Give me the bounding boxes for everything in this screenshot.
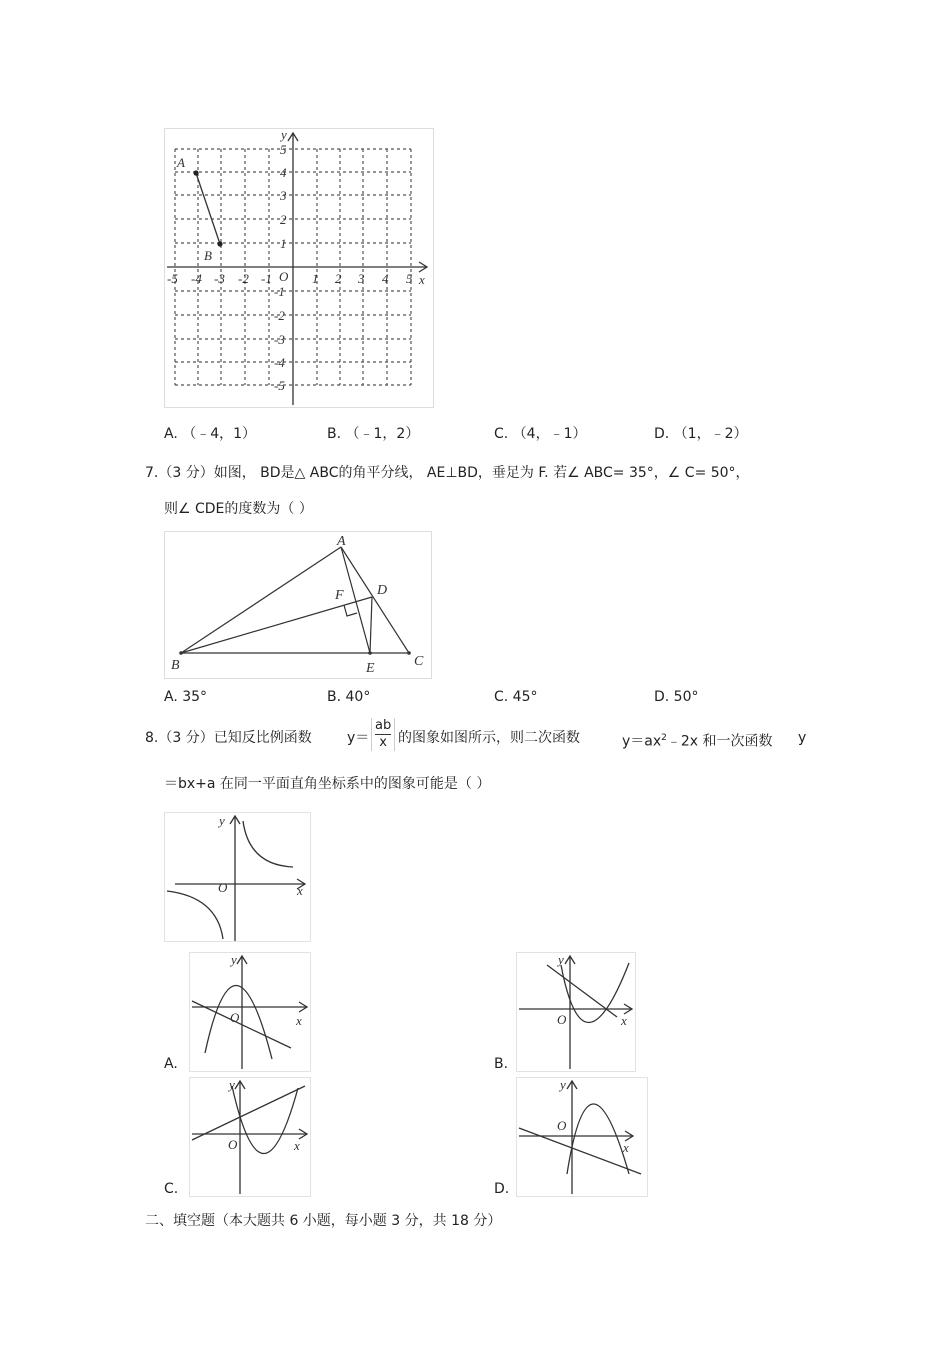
q6-origin-label: O bbox=[279, 269, 289, 284]
q8-option-a-svg bbox=[190, 953, 310, 1071]
q7-stem-line2: 则∠ CDE的度数为（ ） bbox=[164, 501, 313, 517]
q8-option-b-svg bbox=[517, 953, 635, 1071]
q8-stem-y: y bbox=[798, 730, 807, 746]
q6-point-b-label: B bbox=[204, 248, 212, 263]
q8-c-y-label: y bbox=[229, 1078, 235, 1092]
q8-fraction-numerator: ab bbox=[375, 718, 392, 733]
q6-x-tick: 3 bbox=[358, 271, 365, 286]
q6-x-tick: -3 bbox=[214, 271, 225, 286]
q8-option-b-label[interactable]: B. bbox=[494, 1056, 509, 1072]
q8-option-c-svg bbox=[190, 1078, 310, 1196]
q8-option-d-label[interactable]: D. bbox=[494, 1181, 510, 1197]
q8-b-x-label: x bbox=[621, 1013, 627, 1028]
q6-y-tick: 2 bbox=[280, 212, 287, 227]
q8-option-d-graph[interactable] bbox=[516, 1077, 648, 1197]
q7-option-d[interactable]: D. 50° bbox=[654, 689, 699, 705]
q8-ref-origin-label: O bbox=[218, 880, 228, 895]
q7-stem-line1: 7.（3 分）如图， BD是△ ABC的角平分线， AE⊥BD，垂足为 F. 若∠ ABC= 35°，∠ C= 50°， bbox=[145, 465, 750, 481]
q8-fraction-denominator: x bbox=[379, 735, 387, 750]
q6-x-axis-label: x bbox=[419, 272, 425, 287]
section2-heading: 二、填空题（本大题共 6 小题，每小题 3 分，共 18 分） bbox=[145, 1213, 502, 1229]
q8-stem-quadratic bbox=[622, 729, 773, 751]
q8-ref-x-label: x bbox=[297, 883, 303, 898]
q6-x-tick: 4 bbox=[382, 271, 389, 286]
q6-x-tick: 1 bbox=[312, 271, 319, 286]
q6-option-c[interactable]: C. （4，﹣1） bbox=[494, 426, 587, 442]
q8-option-b-graph[interactable] bbox=[516, 952, 636, 1072]
q8-a-x-label: x bbox=[296, 1013, 302, 1028]
q7-option-b[interactable]: B. 40° bbox=[327, 689, 371, 705]
q7-point-d: D bbox=[377, 583, 388, 598]
q7-vertex-a: A bbox=[337, 534, 346, 549]
q6-x-tick: 5 bbox=[406, 271, 413, 286]
q8-option-a-graph[interactable] bbox=[189, 952, 311, 1072]
q6-y-tick: -5 bbox=[274, 378, 285, 393]
q6-grid-svg bbox=[165, 129, 433, 407]
q6-coordinate-figure bbox=[164, 128, 434, 408]
q8-d-origin-label: O bbox=[557, 1118, 567, 1133]
q8-option-a-label[interactable]: A. bbox=[164, 1056, 178, 1072]
q7-vertex-c: C bbox=[414, 654, 424, 669]
q6-option-b[interactable]: B. （﹣1，2） bbox=[327, 426, 420, 442]
q7-option-a[interactable]: A. 35° bbox=[164, 689, 208, 705]
q6-y-tick: -2 bbox=[274, 308, 285, 323]
q6-y-tick: 5 bbox=[280, 142, 287, 157]
q7-triangle-figure bbox=[164, 531, 432, 679]
q6-y-tick: 3 bbox=[280, 188, 287, 203]
q8-stem-mid: 的图象如图所示，则二次函数 bbox=[398, 730, 580, 746]
q8-a-y-label: y bbox=[231, 953, 237, 967]
q8-quad-exponent: 2 bbox=[661, 733, 667, 743]
q8-option-d-svg bbox=[517, 1078, 647, 1196]
q6-x-tick: 2 bbox=[335, 271, 342, 286]
q6-y-tick: 4 bbox=[280, 165, 287, 180]
q7-option-c[interactable]: C. 45° bbox=[494, 689, 538, 705]
q6-x-tick: -2 bbox=[238, 271, 249, 286]
q7-point-e: E bbox=[366, 661, 375, 676]
q8-a-origin-label: O bbox=[230, 1010, 240, 1025]
q7-vertex-b: B bbox=[171, 658, 180, 673]
q8-ref-y-label: y bbox=[219, 813, 225, 828]
q8-quad-base: y＝ax bbox=[622, 733, 662, 750]
q7-triangle-svg bbox=[165, 532, 431, 678]
q6-y-tick: 1 bbox=[280, 236, 287, 251]
q8-reference-svg bbox=[165, 813, 310, 941]
q6-y-tick: -1 bbox=[274, 284, 285, 299]
q6-x-tick: -4 bbox=[191, 271, 202, 286]
q6-option-d[interactable]: D. （1，﹣2） bbox=[654, 426, 748, 442]
q8-c-origin-label: O bbox=[228, 1137, 238, 1152]
q8-quad-rest: ﹣2x 和一次函数 bbox=[666, 733, 773, 750]
q8-c-x-label: x bbox=[294, 1138, 300, 1153]
q8-stem-line2: ＝bx+a 在同一平面直角坐标系中的图象可能是（ ） bbox=[164, 776, 491, 792]
q8-b-y-label: y bbox=[558, 953, 564, 967]
q6-point-a-label: A bbox=[177, 155, 185, 170]
q8-d-x-label: x bbox=[623, 1140, 629, 1155]
q8-option-c-graph[interactable] bbox=[189, 1077, 311, 1197]
q8-b-origin-label: O bbox=[557, 1012, 567, 1027]
q6-y-tick: -4 bbox=[274, 355, 285, 370]
q8-fraction bbox=[371, 718, 395, 751]
q7-point-f: F bbox=[335, 588, 344, 603]
q8-stem-prefix: 8.（3 分）已知反比例函数 bbox=[145, 730, 312, 746]
q6-y-axis-label: y bbox=[281, 129, 287, 142]
q8-reference-figure bbox=[164, 812, 311, 942]
q6-x-tick: -5 bbox=[167, 271, 178, 286]
q6-option-a[interactable]: A. （﹣4，1） bbox=[164, 426, 257, 442]
q6-y-tick: -3 bbox=[274, 332, 285, 347]
q8-option-c-label[interactable]: C. bbox=[164, 1181, 179, 1197]
q8-stem-y-eq: y＝ bbox=[347, 730, 370, 746]
q8-d-y-label: y bbox=[560, 1078, 566, 1092]
q6-x-tick: -1 bbox=[261, 271, 272, 286]
